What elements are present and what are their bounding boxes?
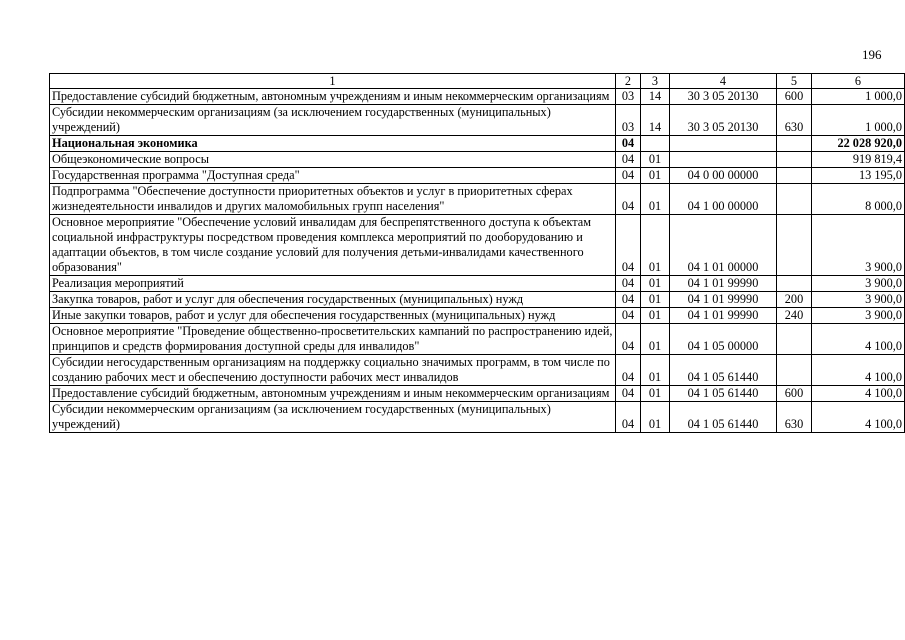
table-row — [50, 89, 905, 105]
subsection-cell: 01 — [641, 292, 670, 308]
section-cell: 04 — [616, 215, 641, 276]
section-cell: 04 — [616, 386, 641, 402]
column-header: 6 — [812, 74, 905, 89]
section-cell: 04 — [616, 355, 641, 386]
amount-cell: 4 100,0 — [812, 324, 905, 355]
amount-cell: 4 100,0 — [812, 355, 905, 386]
expense-type-cell — [777, 215, 812, 276]
row-name-cell: Закупка товаров, работ и услуг для обеспечения государственных (муниципальных) нужд — [50, 292, 616, 308]
target-code-cell: 04 1 01 99990 — [670, 292, 777, 308]
subsection-cell: 01 — [641, 355, 670, 386]
target-code-cell — [670, 136, 777, 152]
expense-type-cell: 200 — [777, 292, 812, 308]
column-header: 5 — [777, 74, 812, 89]
table-row — [50, 308, 905, 324]
subsection-cell: 01 — [641, 308, 670, 324]
expense-type-cell — [777, 184, 812, 215]
row-name-cell: Основное мероприятие "Проведение общественно-просветительских кампаний по распространению идей, принципов и средств формирования доступной среды для инвалидов" — [50, 324, 616, 355]
target-code-cell: 04 1 01 99990 — [670, 276, 777, 292]
subsection-cell: 14 — [641, 89, 670, 105]
section-cell: 04 — [616, 152, 641, 168]
amount-cell: 1 000,0 — [812, 105, 905, 136]
section-cell: 04 — [616, 308, 641, 324]
amount-cell: 3 900,0 — [812, 308, 905, 324]
expense-type-cell: 630 — [777, 402, 812, 433]
expense-type-cell — [777, 168, 812, 184]
table-row — [50, 184, 905, 215]
amount-cell: 13 195,0 — [812, 168, 905, 184]
table-row — [50, 386, 905, 402]
table-row — [50, 168, 905, 184]
column-header: 3 — [641, 74, 670, 89]
expense-type-cell: 600 — [777, 386, 812, 402]
section-cell: 03 — [616, 105, 641, 136]
column-header: 2 — [616, 74, 641, 89]
section-cell: 04 — [616, 324, 641, 355]
expense-type-cell — [777, 324, 812, 355]
target-code-cell: 04 1 05 61440 — [670, 386, 777, 402]
section-cell: 04 — [616, 276, 641, 292]
table-row — [50, 324, 905, 355]
column-header: 4 — [670, 74, 777, 89]
table-row — [50, 276, 905, 292]
table-header-row — [50, 74, 905, 89]
section-cell: 04 — [616, 168, 641, 184]
table-row — [50, 215, 905, 276]
target-code-cell: 30 3 05 20130 — [670, 105, 777, 136]
row-name-cell: Реализация мероприятий — [50, 276, 616, 292]
amount-cell: 3 900,0 — [812, 292, 905, 308]
amount-cell: 3 900,0 — [812, 276, 905, 292]
subsection-cell: 01 — [641, 215, 670, 276]
section-cell: 04 — [616, 402, 641, 433]
subsection-cell: 01 — [641, 276, 670, 292]
table-row — [50, 355, 905, 386]
target-code-cell: 04 1 01 99990 — [670, 308, 777, 324]
row-name-cell: Субсидии некоммерческим организациям (за исключением государственных (муниципальных) учреждений) — [50, 105, 616, 136]
amount-cell: 4 100,0 — [812, 402, 905, 433]
amount-cell: 22 028 920,0 — [812, 136, 905, 152]
amount-cell: 4 100,0 — [812, 386, 905, 402]
table-row — [50, 152, 905, 168]
table-row — [50, 402, 905, 433]
section-cell: 04 — [616, 184, 641, 215]
target-code-cell: 04 1 05 61440 — [670, 402, 777, 433]
target-code-cell: 04 1 00 00000 — [670, 184, 777, 215]
page-number: 196 — [862, 47, 882, 62]
table-row — [50, 292, 905, 308]
section-cell: 04 — [616, 292, 641, 308]
section-cell: 03 — [616, 89, 641, 105]
row-name-cell: Подпрограмма "Обеспечение доступности приоритетных объектов и услуг в приоритетных сферах жизнедеятельности инвалидов и других маломобильных групп населения" — [50, 184, 616, 215]
row-name-cell: Предоставление субсидий бюджетным, автономным учреждениям и иным некоммерческим организациям — [50, 386, 616, 402]
budget-table — [49, 73, 905, 433]
subsection-cell: 01 — [641, 184, 670, 215]
row-name-cell: Общеэкономические вопросы — [50, 152, 616, 168]
column-header: 1 — [50, 74, 616, 89]
target-code-cell: 04 1 05 61440 — [670, 355, 777, 386]
expense-type-cell — [777, 152, 812, 168]
expense-type-cell: 600 — [777, 89, 812, 105]
target-code-cell: 04 1 01 00000 — [670, 215, 777, 276]
subsection-cell: 01 — [641, 386, 670, 402]
row-name-cell: Национальная экономика — [50, 136, 616, 152]
table-row — [50, 105, 905, 136]
subsection-cell: 01 — [641, 324, 670, 355]
expense-type-cell: 630 — [777, 105, 812, 136]
subsection-cell: 14 — [641, 105, 670, 136]
expense-type-cell: 240 — [777, 308, 812, 324]
row-name-cell: Основное мероприятие "Обеспечение условий инвалидам для беспрепятственного доступа к объектам социальной инфраструктуры посредством проведения комплекса мероприятий по дооборудованию и адаптации объектов, в том числе создание условий для получения детьми-инвалидами качественного образования" — [50, 215, 616, 276]
expense-type-cell — [777, 136, 812, 152]
subsection-cell — [641, 136, 670, 152]
table-row — [50, 136, 905, 152]
target-code-cell: 04 0 00 00000 — [670, 168, 777, 184]
row-name-cell: Субсидии некоммерческим организациям (за исключением государственных (муниципальных) учреждений) — [50, 402, 616, 433]
target-code-cell: 04 1 05 00000 — [670, 324, 777, 355]
subsection-cell: 01 — [641, 152, 670, 168]
amount-cell: 8 000,0 — [812, 184, 905, 215]
subsection-cell: 01 — [641, 168, 670, 184]
subsection-cell: 01 — [641, 402, 670, 433]
row-name-cell: Государственная программа "Доступная среда" — [50, 168, 616, 184]
amount-cell: 3 900,0 — [812, 215, 905, 276]
row-name-cell: Иные закупки товаров, работ и услуг для обеспечения государственных (муниципальных) нужд — [50, 308, 616, 324]
row-name-cell: Субсидии негосударственным организациям на поддержку социально значимых программ, в том числе по созданию рабочих мест и обеспечению доступности рабочих мест инвалидов — [50, 355, 616, 386]
target-code-cell — [670, 152, 777, 168]
row-name-cell: Предоставление субсидий бюджетным, автономным учреждениям и иным некоммерческим организациям — [50, 89, 616, 105]
target-code-cell: 30 3 05 20130 — [670, 89, 777, 105]
expense-type-cell — [777, 355, 812, 386]
section-cell: 04 — [616, 136, 641, 152]
amount-cell: 919 819,4 — [812, 152, 905, 168]
amount-cell: 1 000,0 — [812, 89, 905, 105]
expense-type-cell — [777, 276, 812, 292]
